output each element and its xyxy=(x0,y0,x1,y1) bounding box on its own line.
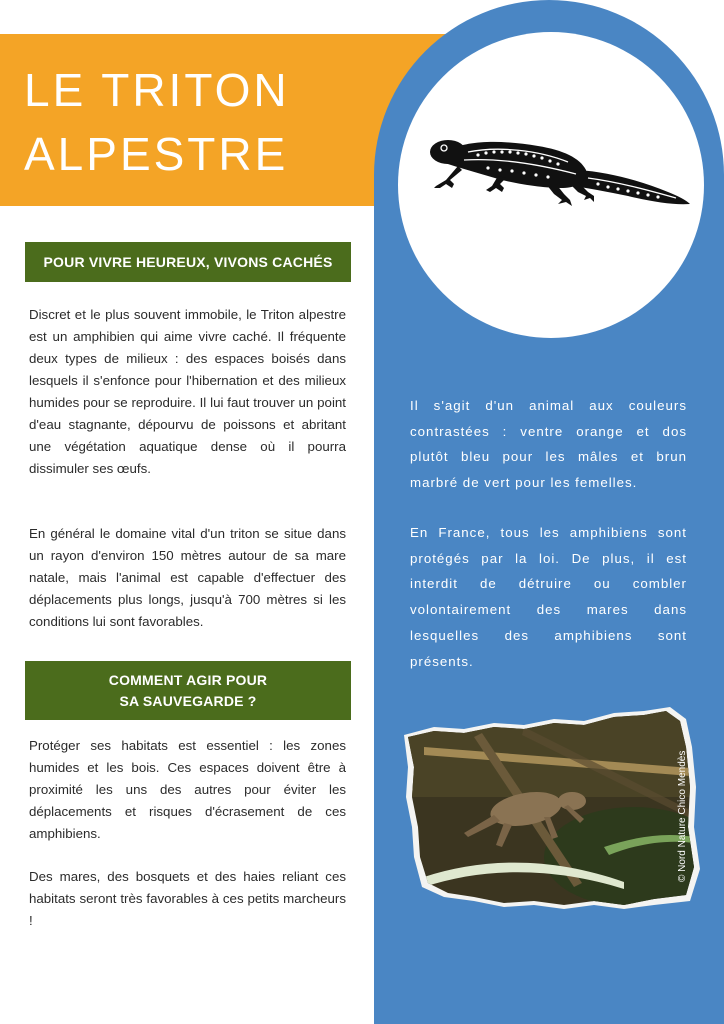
title-line-2: ALPESTRE xyxy=(24,128,289,180)
newt-photo xyxy=(404,707,704,909)
paragraph-ponds-hedges: Des mares, des bosquets et des haies reliant ces habitats seront très favorables à ces petits marcheurs ! xyxy=(29,869,346,928)
section-heading-protect: COMMENT AGIR POUR SA SAUVEGARDE ? xyxy=(25,661,351,720)
paragraph-home-range: En général le domaine vital d'un triton se situe dans un rayon d'environ 150 mètres autour de sa mare natale, mais l'animal est capable d'effectuer des déplacements plus longs, jusqu'à 700 mètres si les conditions lui sont favorables. xyxy=(29,526,346,629)
newt-silhouette-icon xyxy=(428,130,693,218)
paragraph-habitat: Discret et le plus souvent immobile, le Triton alpestre est un amphibien qui aime vivre caché. Il fréquente deux types de milieux : des espaces boisés dans lesquels il s'enfonce pour l'hibernation et des milieux humides pour se reproduire. Il lui faut trouver un point d'eau stagnante, dépourvu de poissons et abritant une végétation aquatique dense où il pourra dissimuler ses œufs. xyxy=(29,307,346,476)
photo-credit: © Nord Nature Chico Mendès xyxy=(677,750,688,882)
photo-image xyxy=(404,707,704,909)
section-heading-hide: POUR VIVRE HEUREUX, VIVONS CACHÉS xyxy=(25,242,351,282)
sidebar-paragraph-colors: Il s'agit d'un animal aux couleurs contrastées : ventre orange et dos plutôt bleu pour les mâles et brun marbré de vert pour les femelles. xyxy=(410,398,687,491)
paragraph-protect-habitats: Protéger ses habitats est essentiel : les zones humides et les bois. Ces espaces doivent être à proximité les uns des autres pour éviter les déplacements et risques d'écrasement de ces amphibiens. xyxy=(29,738,346,841)
sidebar-paragraph-law: En France, tous les amphibiens sont protégés par la loi. De plus, il est interdit de détruire ou combler volontairement des mares dans lesquelles des amphibiens sont présents. xyxy=(410,525,687,669)
title-line-1: LE TRITON xyxy=(24,64,290,116)
page-title xyxy=(24,58,290,186)
